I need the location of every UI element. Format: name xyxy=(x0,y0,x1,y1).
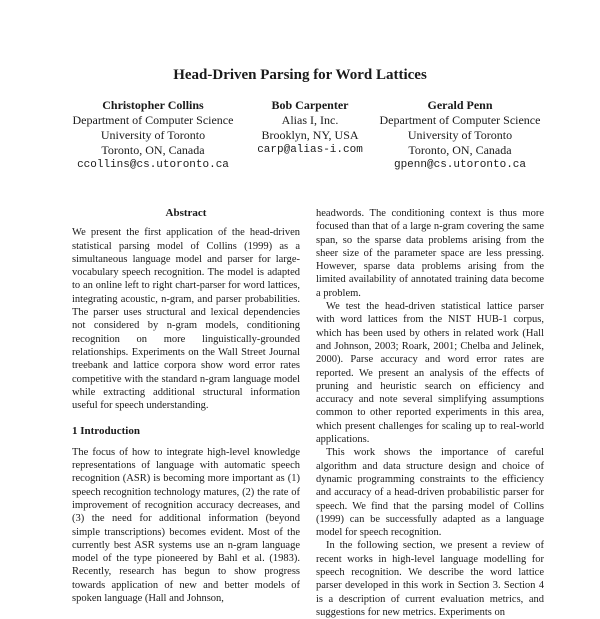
abstract-text: We present the first application of the head-driven statistical parsing model of Collins (1999) as a simultaneous language model and parser for large-vocabulary speech recognition. The model is adapted to an online left to right chart-parser for word lattices, integrating acoustic, n-gram, and parser probabilities. The parser uses structural and lexical dependencies not considered by n-gram models, conditioning recognition on more linguistically-grounded relationships. Experiments on the Wall Street Journal treebank and lattice corpora show word error rates competitive with the standard n-gram language model while extracting additional structural information useful for speech understanding. xyxy=(72,227,300,412)
right-column xyxy=(316,207,544,619)
author-email: gpenn@cs.utoronto.ca xyxy=(393,159,527,171)
author-name: Gerald Penn xyxy=(427,98,493,112)
author-affiliation: Alias I, Inc. xyxy=(281,113,339,127)
section-heading: 1 Introduction xyxy=(72,425,140,438)
abstract-heading: Abstract xyxy=(165,207,207,219)
author-affiliation: University of Toronto xyxy=(407,128,513,142)
author-email: ccollins@cs.utoronto.ca xyxy=(77,159,229,171)
left-column xyxy=(72,207,300,605)
author-affiliation: Brooklyn, NY, USA xyxy=(261,128,359,142)
author-block xyxy=(365,98,555,173)
author-email: carp@alias-i.com xyxy=(257,144,363,156)
body-paragraph: In the following section, we present a review of recent works in high-level language modelling for speech recognition. We describe the word lattice parser developed in this work in Section 3. Section 4 is a description of current evaluation metrics, and suggestions for new metrics. Experiments on xyxy=(316,540,544,618)
body-paragraph: We test the head-driven statistical lattice parser with word lattices from the NIST HUB-1 corpus, which has been used by others in related work (Hall and Johnson, 2003; Roark, 2001; Chelba and Jelinek, 2000). Parse accuracy and word error rates are reported. We present an analysis of the effects of pruning and heuristic search on efficiency and accuracy and note several simplifying assumptions common to other reported experiments in this area, which present challenges for scaling up to real-world applications. xyxy=(316,301,544,446)
paper-title: Head-Driven Parsing for Word Lattices xyxy=(173,67,427,83)
author-affiliation: Department of Computer Science xyxy=(72,113,234,127)
body-paragraph: This work shows the importance of careful algorithm and data structure design and choice of dynamic programming constraints to the efficiency and accuracy of a head-driven probabilistic parser for speech. We find that the parsing model of Collins (1999) can be successfully adapted as a language model for speech recognition. xyxy=(316,447,544,539)
author-name: Christopher Collins xyxy=(102,98,204,112)
author-affiliation: Department of Computer Science xyxy=(379,113,541,127)
body-paragraph: headwords. The conditioning context is thus more focused than that of a large n-gram covering the same span, so the sparse data problems arising from the sheer size of the parameter space are less pressing. However, sparse data problems arising from the limited availability of annotated training data become a problem. xyxy=(316,208,544,299)
author-name: Bob Carpenter xyxy=(271,98,349,112)
author-affiliation: University of Toronto xyxy=(100,128,206,142)
author-location: Toronto, ON, Canada xyxy=(408,143,512,157)
body-paragraph: The focus of how to integrate high-level knowledge representations of language with automatic speech recognition (ASR) is becoming more important as (1) speech recognition technology matures, (2) the rate of improvement of recognition accuracy decreases, and (3) the need for additional information (beyond simple transcriptions) becomes evident. Most of the currently best ASR systems use an n-gram language model of the type pioneered by Bahl et al. (1983). Recently, research has begun to show progress towards application of new and better models of spoken language (Hall and Johnson, xyxy=(72,446,300,605)
author-location: Toronto, ON, Canada xyxy=(101,143,205,157)
